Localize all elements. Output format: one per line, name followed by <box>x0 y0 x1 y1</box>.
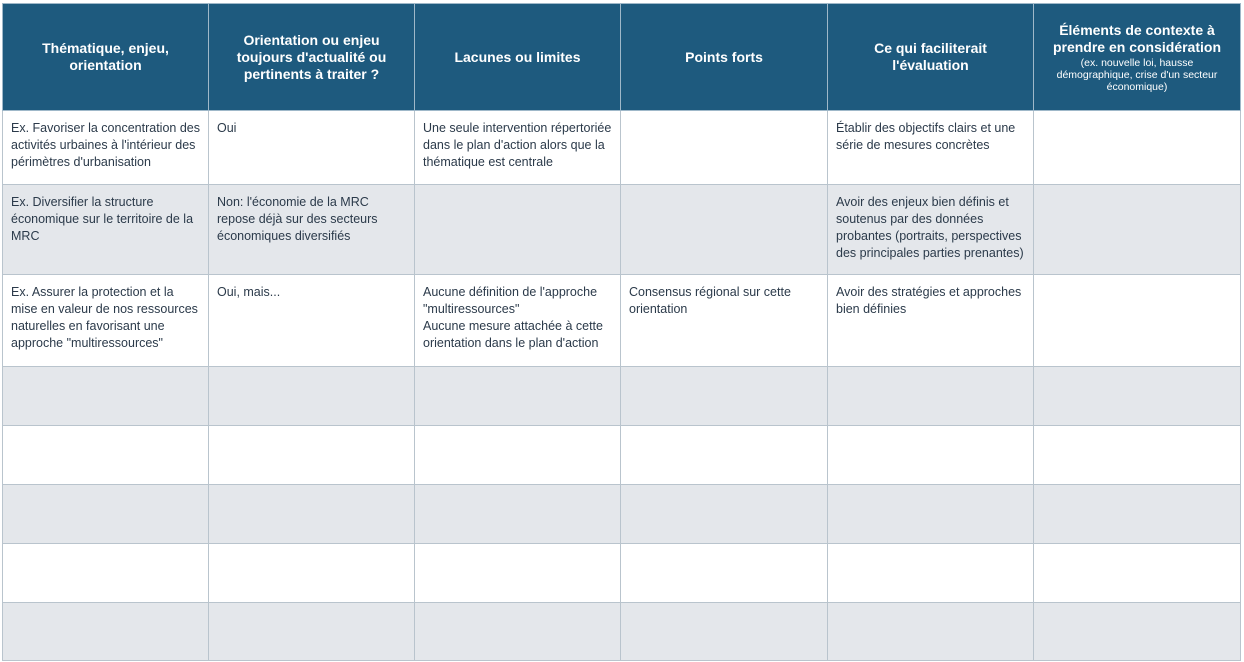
empty-row <box>3 367 1241 426</box>
empty-cell[interactable] <box>621 426 828 485</box>
table-cell[interactable]: Avoir des enjeux bien définis et soutenus par des données probantes (portraits, perspectives des principales parties prenantes) <box>828 185 1034 275</box>
empty-cell[interactable] <box>828 544 1034 603</box>
empty-row <box>3 426 1241 485</box>
empty-cell[interactable] <box>1034 367 1241 426</box>
empty-cell[interactable] <box>621 544 828 603</box>
table-row <box>3 275 1241 367</box>
empty-cell[interactable] <box>415 367 621 426</box>
empty-cell[interactable] <box>415 485 621 544</box>
header-row <box>3 4 1241 111</box>
header-orientation-actualite: Orientation ou enjeu toujours d'actualité ou pertinents à traiter ? <box>209 4 415 111</box>
header-thematique: Thématique, enjeu, orientation <box>3 4 209 111</box>
empty-cell[interactable] <box>415 544 621 603</box>
table-cell[interactable]: Établir des objectifs clairs et une série de mesures concrètes <box>828 111 1034 185</box>
header-lacunes: Lacunes ou limites <box>415 4 621 111</box>
table-cell[interactable]: Ex. Favoriser la concentration des activités urbaines à l'intérieur des périmètres d'urbanisation <box>3 111 209 185</box>
table-cell[interactable]: Une seule intervention répertoriée dans le plan d'action alors que la thématique est centrale <box>415 111 621 185</box>
empty-cell[interactable] <box>621 603 828 661</box>
header-faciliterait-evaluation: Ce qui faciliterait l'évaluation <box>828 4 1034 111</box>
table-cell[interactable] <box>415 185 621 275</box>
empty-row <box>3 544 1241 603</box>
header-elements-contexte: Éléments de contexte à prendre en considération (ex. nouvelle loi, hausse démographique, crise d'un secteur économique) <box>1034 4 1241 111</box>
table-cell[interactable]: Oui <box>209 111 415 185</box>
empty-cell[interactable] <box>209 426 415 485</box>
evaluation-table <box>2 3 1241 661</box>
table-row <box>3 111 1241 185</box>
empty-cell[interactable] <box>3 544 209 603</box>
empty-cell[interactable] <box>3 426 209 485</box>
empty-cell[interactable] <box>3 603 209 661</box>
table-row <box>3 185 1241 275</box>
table-cell[interactable] <box>621 185 828 275</box>
table-cell[interactable] <box>621 111 828 185</box>
table-cell[interactable]: Ex. Assurer la protection et la mise en valeur de nos ressources naturelles en favorisant une approche "multiressources" <box>3 275 209 367</box>
empty-cell[interactable] <box>621 485 828 544</box>
empty-cell[interactable] <box>415 603 621 661</box>
table-cell[interactable]: Avoir des stratégies et approches bien définies <box>828 275 1034 367</box>
empty-cell[interactable] <box>621 367 828 426</box>
empty-cell[interactable] <box>1034 426 1241 485</box>
table-cell[interactable] <box>1034 275 1241 367</box>
header-elements-contexte-note: (ex. nouvelle loi, hausse démographique, crise d'un secteur économique) <box>1056 56 1218 93</box>
empty-cell[interactable] <box>828 367 1034 426</box>
empty-cell[interactable] <box>209 367 415 426</box>
empty-cell[interactable] <box>3 485 209 544</box>
table-cell[interactable]: Consensus régional sur cette orientation <box>621 275 828 367</box>
table-cell[interactable] <box>1034 185 1241 275</box>
table-cell[interactable]: Non: l'économie de la MRC repose déjà sur des secteurs économiques diversifiés <box>209 185 415 275</box>
empty-cell[interactable] <box>828 426 1034 485</box>
table-cell[interactable]: Oui, mais... <box>209 275 415 367</box>
table-cell[interactable] <box>1034 111 1241 185</box>
empty-row <box>3 603 1241 661</box>
empty-cell[interactable] <box>1034 544 1241 603</box>
empty-cell[interactable] <box>828 603 1034 661</box>
empty-cell[interactable] <box>415 426 621 485</box>
table-cell-multiline[interactable]: Aucune définition de l'approche "multiressources" Aucune mesure attachée à cette orientation dans le plan d'action <box>415 275 621 367</box>
empty-cell[interactable] <box>209 485 415 544</box>
empty-cell[interactable] <box>3 367 209 426</box>
empty-cell[interactable] <box>1034 603 1241 661</box>
empty-row <box>3 485 1241 544</box>
table-cell[interactable]: Ex. Diversifier la structure économique sur le territoire de la MRC <box>3 185 209 275</box>
empty-cell[interactable] <box>209 603 415 661</box>
empty-cell[interactable] <box>1034 485 1241 544</box>
empty-cell[interactable] <box>828 485 1034 544</box>
empty-cell[interactable] <box>209 544 415 603</box>
header-points-forts: Points forts <box>621 4 828 111</box>
